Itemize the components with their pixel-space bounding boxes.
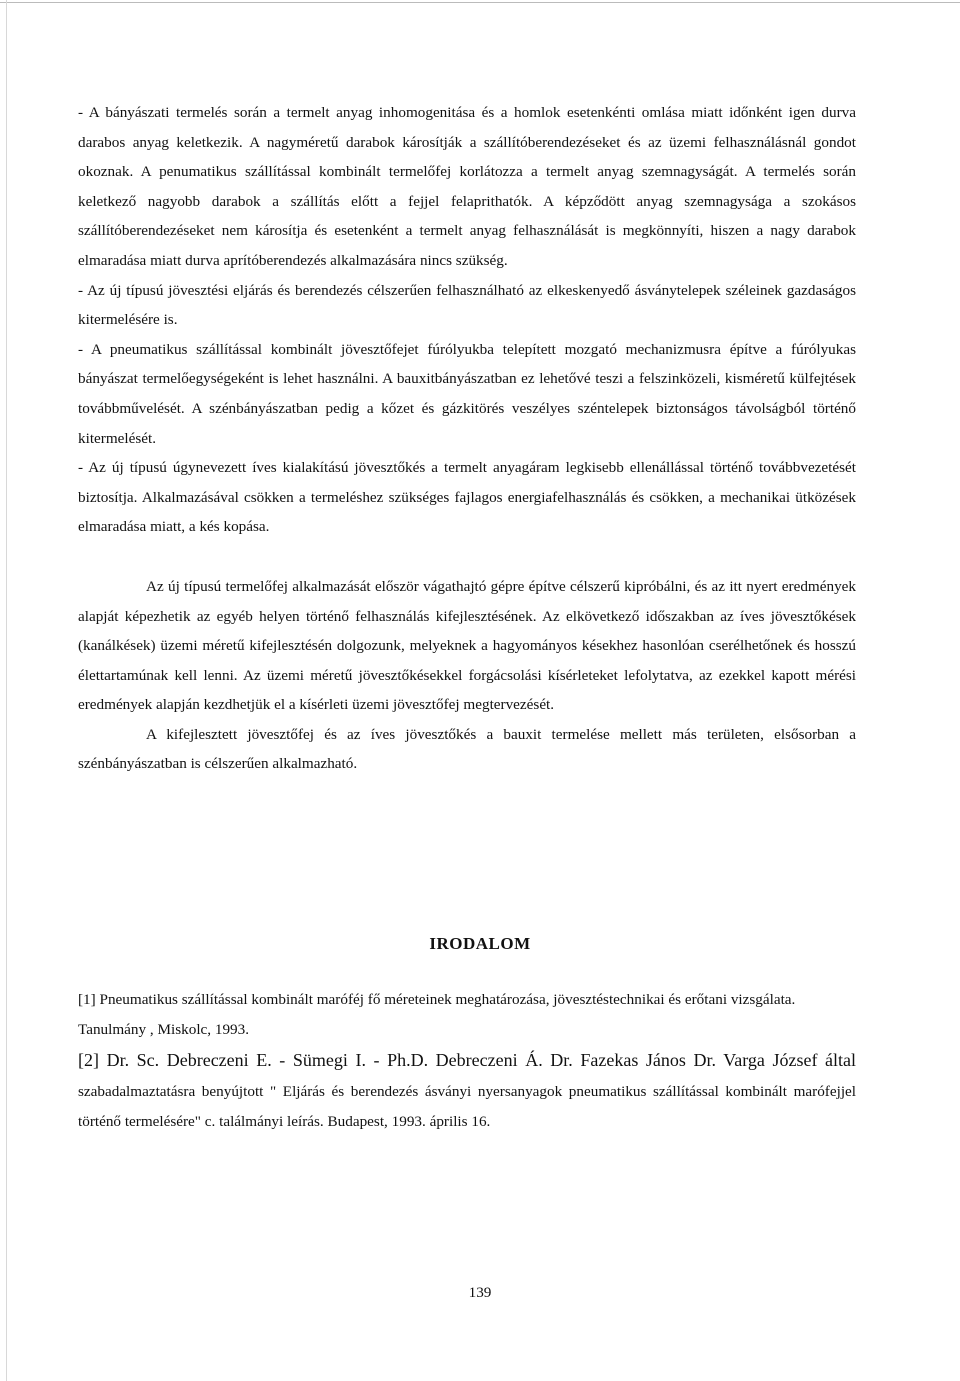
reference-2 [78,1045,856,1137]
section-heading: IRODALOM [429,934,531,953]
reference-2-title: szabadalmaztatásra benyújtott " Eljárás és berendezés ásványi nyersanyagok pneumatikus szállítással kombinált marófejjel történő termelésére" c. találmányi leírás. Budapest, 1993. április 16. [78,1083,856,1130]
references [78,985,856,1137]
paragraph-5: Az új típusú termelőfej alkalmazását először vágathajtó gépre építve célszerű kipróbálni, és az itt nyert eredmények alapját képezhetik az egyéb helyen történő felhasználás kifejlesztésének. Az elkövetkező időszakban az íves jövesztőkések (kanálkések) üzemi méretű kifejlesztésén dolgozunk, melyeknek a hagyományos késekhez hasonlóan cserélhetőnek és hosszú élettartamúnak kell lenni. Az üzemi méretű jövesztőkésekkel forgácsolási kísérleteket lefolytatva, az ezekkel kapott mérési eredmények alapján kezdhetjük el a kísérleti üzemi jövesztőfej megtervezését. [78,577,856,714]
paragraph-1: - A bányászati termelés során a termelt anyag inhomogenitása és a homlok esetenkénti omlása miatt időnként igen durva darabos anyag keletkezik. A nagyméretű darabok károsítják a szállítóberendezéseket és az üzemi felhasználásnál gondot okoznak. A penumatikus szállítással kombinált termelőfej korlátozza a termelt anyag szemnagyságát. A termelés során keletkező nagyobb darabok a szállítás előtt a fejjel felaprithatók. A képződött anyag szemnagysága a szokásos szállítóberendezéseket nem károsítja és esetenként a termelt anyag felhasználását is megkönnyíti, hiszen a nagy darabok elmaradása miatt durva aprítóberendezés alkalmazására nincs szükség. [78,104,856,269]
reference-1: [1] Pneumatikus szállítással kombinált maróféj fő méreteinek meghatározása, jövesztéstechnikai és erőtani vizsgálata. [78,991,796,1008]
reference-1-source: Tanulmány , Miskolc, 1993. [78,1021,250,1038]
paragraph-2: - Az új típusú jövesztési eljárás és berendezés célszerűen felhasználható az elkeskenyedő ásványtelepek széleinek gazdaságos kitermelésére is. [78,281,856,329]
paragraph-4: - Az új típusú úgynevezett íves kialakítású jövesztőkés a termelt anyagáram legkisebb ellenállással történő továbbvezetését biztosítja. Alkalmazásával csökken a termeléshez szükséges fajlagos energiafelhasználás és csökken, a mechanikai ütközések elmaradása miatt, a kés kopása. [78,459,856,536]
page-number: 139 [468,1284,492,1301]
paragraph-6: A kifejlesztett jövesztőfej és az íves jövesztőkés a bauxit termelése mellett más területen, elsősorban a szénbányászatban is célszerűen alkalmazható. [78,725,856,773]
scan-edge-top [0,2,960,3]
paragraph-3: - A pneumatikus szállítással kombinált jövesztőfejet fúrólyukba telepített mozgató mechanizmusra építve a fúrólyukas bányászat termelőegységeként is lehet használni. A bauxitbányászatban ez lehetővé teszi a felszinközeli, kisméretű külfejtések továbbművelését. A szénbányászatban pedig a kőzet és gázkitörés veszélyes széntelepek biztonságos távolságból történő kitermelését. [78,340,856,447]
reference-2-authors: [2] Dr. Sc. Debreczeni E. - Sümegi I. - Ph.D. Debreczeni Á. Dr. Fazekas János Dr. Varga József által [78,1050,856,1070]
scan-edge-left [6,0,7,1381]
paragraph-gap [78,542,856,572]
body-text [78,98,856,779]
